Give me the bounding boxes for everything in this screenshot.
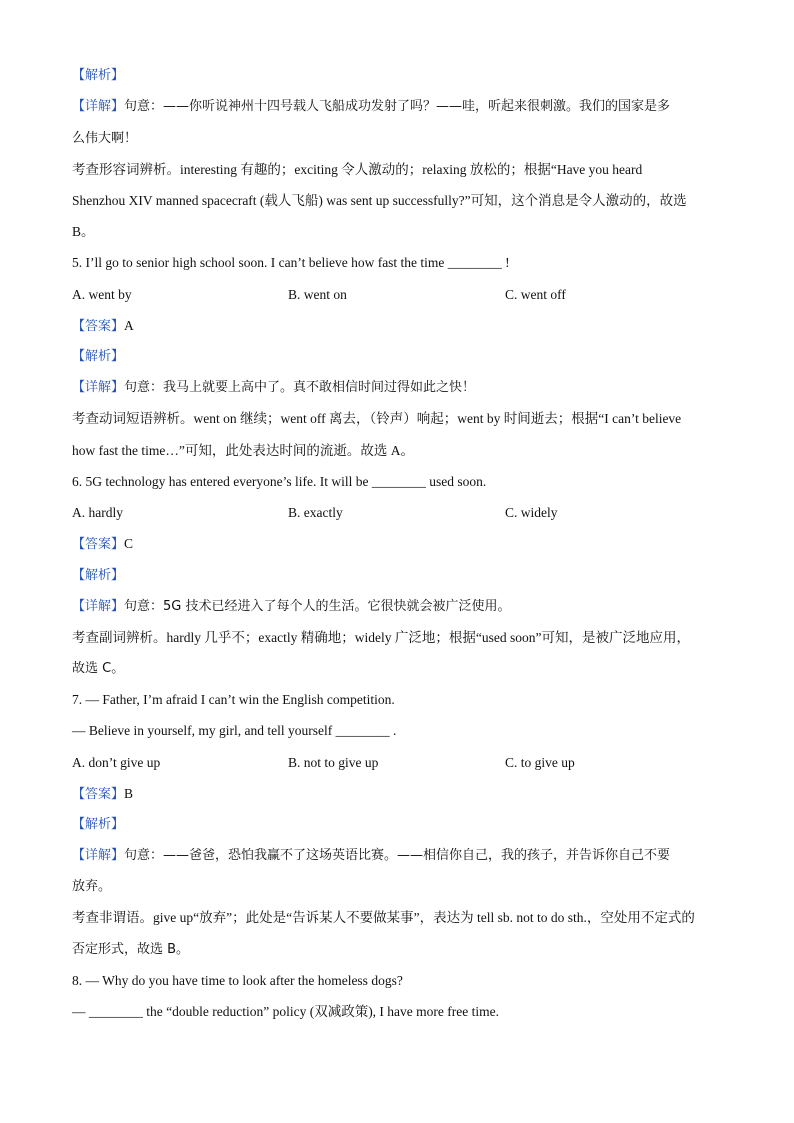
option-a: A. don’t give up — [72, 755, 161, 770]
detail-text-continued: 放弃。 — [72, 879, 112, 894]
detail-text: 句意：我马上就要上高中了。真不敢相信时间过得如此之快！ — [124, 380, 476, 395]
option-c: C. widely — [505, 505, 558, 520]
answer-label: 【答案】 — [72, 319, 125, 334]
detail-text: 句意：——爸爸，恐怕我赢不了这场英语比赛。——相信你自己，我的孩子，并告诉你自己不要 — [124, 848, 671, 863]
question-5-stem: 5. I’ll go to senior high school soon. I can’t believe how fast the time ________ ! — [72, 255, 510, 270]
analysis-label: 【解析】 — [72, 349, 125, 364]
option-c: C. went off — [505, 287, 566, 302]
option-c: C. to give up — [505, 755, 575, 770]
detail-line — [72, 97, 734, 117]
detail-text: 句意：5G 技术已经进入了每个人的生活。它很快就会被广泛使用。 — [124, 599, 511, 614]
answer-line — [72, 316, 734, 337]
exam-point-text-continued: Shenzhou XIV manned spacecraft (载人飞船) was sent up successfully?”可知，这个消息是令人激动的，故选 — [72, 193, 687, 208]
option-b: B. exactly — [288, 505, 343, 520]
detail-label: 【详解】 — [72, 99, 125, 114]
option-b: B. went on — [288, 287, 347, 302]
exam-point-text: 考查动词短语辨析。went on 继续；went off 离去，（铃声）响起；went by 时间逝去；根据“I can’t believe — [72, 411, 682, 426]
detail-text-continued: 么伟大啊！ — [72, 131, 138, 146]
detail-label: 【详解】 — [72, 380, 125, 395]
analysis-label: 【解析】 — [72, 568, 125, 583]
detail-label: 【详解】 — [72, 848, 125, 863]
detail-line — [72, 597, 734, 617]
analysis-label: 【解析】 — [72, 817, 125, 832]
exam-point-text: 考查副词辨析。hardly 几乎不；exactly 精确地；widely 广泛地；根据“used soon”可知，是被广泛地应用， — [72, 630, 690, 645]
exam-point-text-continued: 故选 C。 — [72, 661, 125, 676]
exam-point-text-continued: B。 — [72, 224, 95, 239]
detail-text: 句意：——你听说神州十四号载人飞船成功发射了吗？——哇，听起来很刺激。我们的国家是多 — [124, 99, 671, 114]
question-6-stem: 6. 5G technology has entered everyone’s life. It will be ________ used soon. — [72, 474, 487, 489]
question-7-stem: 7. — Father, I’m afraid I can’t win the English competition. — [72, 692, 395, 707]
analysis-label: 【解析】 — [72, 68, 125, 83]
detail-line — [72, 846, 734, 866]
exam-point-text-continued: 否定形式，故选 B。 — [72, 942, 190, 957]
option-a: A. hardly — [72, 505, 123, 520]
answer-line — [72, 784, 734, 805]
answer-line — [72, 534, 734, 555]
detail-label: 【详解】 — [72, 599, 125, 614]
answer-label: 【答案】 — [72, 537, 125, 552]
detail-line — [72, 378, 734, 398]
answer-value: B — [124, 786, 134, 801]
exam-point-text: 考查非谓语。give up“放弃”；此处是“告诉某人不要做某事”，表达为 tell sb. not to do sth.，空处用不定式的 — [72, 910, 695, 925]
exam-point-text: 考查形容词辨析。interesting 有趣的；exciting 令人激动的；relaxing 放松的；根据“Have you heard — [72, 162, 643, 177]
exam-point-text-continued: how fast the time…”可知，此处表达时间的流逝。故选 A。 — [72, 443, 414, 458]
answer-value: A — [124, 318, 134, 333]
question-8-stem-continued: — ________ the “double reduction” policy (双减政策), I have more free time. — [72, 1004, 499, 1019]
answer-label: 【答案】 — [72, 787, 125, 802]
option-b: B. not to give up — [288, 755, 379, 770]
question-8-stem: 8. — Why do you have time to look after the homeless dogs? — [72, 973, 403, 988]
answer-value: C — [124, 536, 134, 551]
option-a: A. went by — [72, 287, 132, 302]
question-7-stem-continued: — Believe in yourself, my girl, and tell yourself ________ . — [72, 723, 397, 738]
